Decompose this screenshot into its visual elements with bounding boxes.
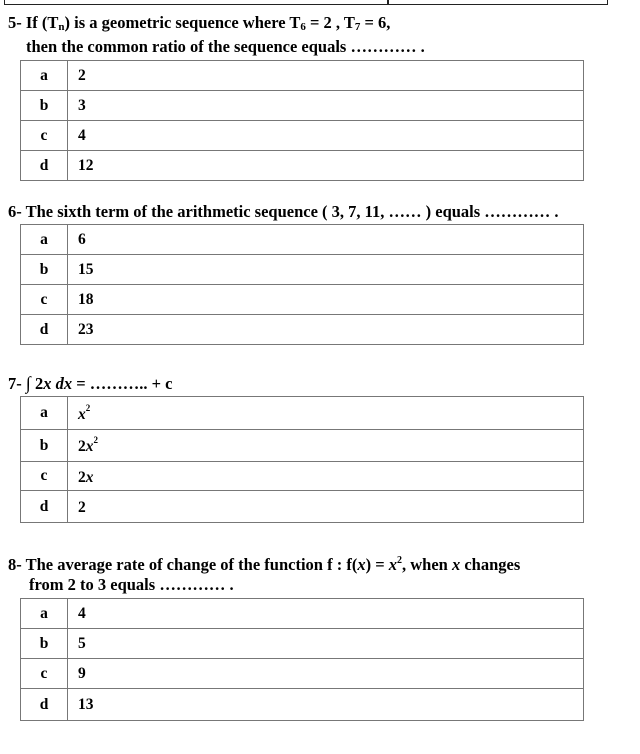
option-row-b[interactable] — [21, 430, 584, 462]
option-answer: 23 — [68, 315, 584, 345]
option-answer: 4 — [68, 599, 584, 629]
question-6-text: 6- The sixth term of the arithmetic sequence ( 3, 7, 11, …… ) equals ………… . — [8, 202, 559, 221]
question-6-options — [20, 224, 584, 345]
question-5-options — [20, 60, 584, 181]
option-letter: a — [21, 61, 68, 91]
option-letter: d — [21, 689, 68, 721]
option-letter: d — [21, 491, 68, 523]
option-row-d[interactable] — [21, 315, 584, 345]
option-letter: b — [21, 430, 68, 462]
option-answer: $x^2$ — [68, 397, 584, 430]
question-5-line-2: then the common ratio of the sequence equals ………… . — [26, 37, 425, 56]
previous-section-divider — [387, 0, 389, 5]
option-answer: 9 — [68, 659, 584, 689]
option-answer: $2x^2$ — [68, 430, 584, 462]
option-answer: 12 — [68, 151, 584, 181]
option-row-a[interactable] — [21, 61, 584, 91]
option-letter: b — [21, 91, 68, 121]
option-letter: a — [21, 397, 68, 430]
option-row-d[interactable] — [21, 151, 584, 181]
option-answer: 3 — [68, 91, 584, 121]
option-answer: 18 — [68, 285, 584, 315]
option-row-a[interactable] — [21, 225, 584, 255]
option-row-b[interactable] — [21, 255, 584, 285]
option-answer: 6 — [68, 225, 584, 255]
option-answer: 2x — [68, 462, 584, 491]
option-row-b[interactable] — [21, 629, 584, 659]
question-5-line-1: 5- If (Tn) is a geometric sequence where T6 = 2 , T7 = 6, — [8, 13, 391, 33]
option-answer: 5 — [68, 629, 584, 659]
question-7-text: 7- ∫ 2x dx = ……….. + c — [8, 373, 173, 393]
option-answer: 15 — [68, 255, 584, 285]
option-answer: 2 — [68, 491, 584, 523]
option-row-c[interactable] — [21, 121, 584, 151]
option-answer: 13 — [68, 689, 584, 721]
option-letter: c — [21, 121, 68, 151]
option-answer: 2 — [68, 61, 584, 91]
option-letter: d — [21, 151, 68, 181]
option-row-b[interactable] — [21, 91, 584, 121]
option-row-d[interactable] — [21, 689, 584, 721]
option-row-c[interactable] — [21, 285, 584, 315]
integral-sign: ∫ — [25, 373, 31, 393]
option-letter: a — [21, 599, 68, 629]
option-row-a[interactable] — [21, 397, 584, 430]
question-8-options — [20, 598, 584, 721]
option-row-c[interactable] — [21, 659, 584, 689]
question-8-line-1: 8- The average rate of change of the function f : $f(x) = x^2$, when x changes — [8, 555, 521, 574]
option-row-d[interactable] — [21, 491, 584, 523]
option-answer: 4 — [68, 121, 584, 151]
previous-section-border — [4, 0, 608, 5]
option-letter: c — [21, 462, 68, 491]
question-8-line-2: from 2 to 3 equals ………… . — [29, 575, 234, 594]
option-row-a[interactable] — [21, 599, 584, 629]
question-7-options — [20, 396, 584, 523]
option-letter: a — [21, 225, 68, 255]
option-letter: c — [21, 659, 68, 689]
option-row-c[interactable] — [21, 462, 584, 491]
option-letter: c — [21, 285, 68, 315]
option-letter: d — [21, 315, 68, 345]
option-letter: b — [21, 629, 68, 659]
option-letter: b — [21, 255, 68, 285]
